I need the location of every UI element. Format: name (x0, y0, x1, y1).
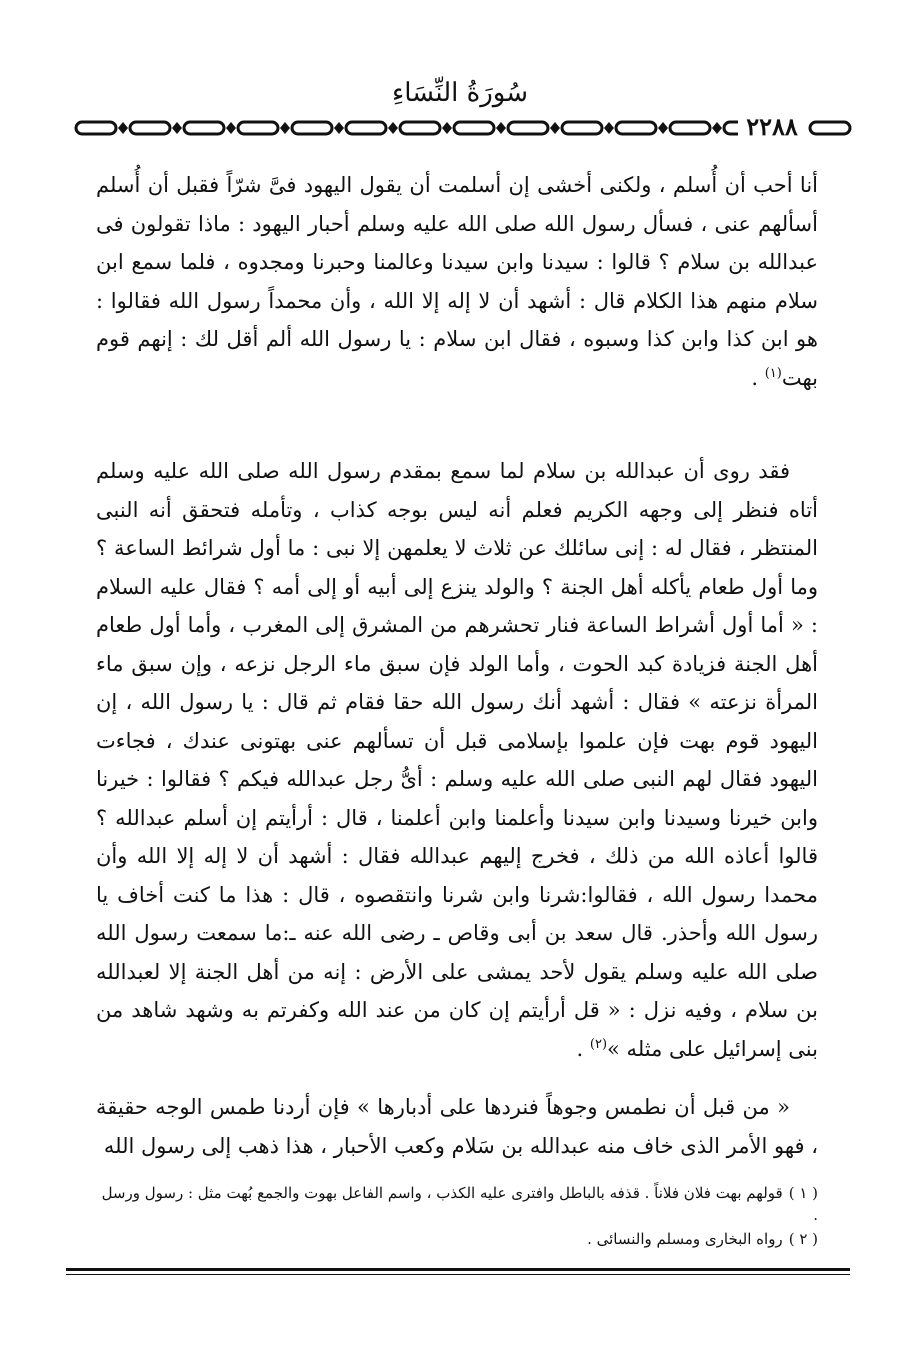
paragraph-1-text: أنا أحب أن أُسلم ، ولكنى أخشى إن أسلمت أن يقول اليهود فىَّ شرّاً فقبل أن أُسلم أسألهم عنى ، فسأل رسول الله صلى الله عليه وسلم أحبار اليهود : ماذا تقولون فى عبدالله بن سلام ؟ قالوا : سيدنا وابن سيدنا وعالمنا وحبرنا ومجدوه ، فلما سمع ابن سلام منهم هذا الكلام قال : أشهد أن لا إله إلا الله ، وأن محمداً رسول الله فقالوا : هو ابن كذا وابن كذا وسبوه ، فقال ابن سلام : يا رسول الله ألم أقل لك : إنهم قوم بهت (96, 173, 818, 390)
footnote-2-text: رواه البخارى ومسلم والنسائى . (587, 1230, 783, 1248)
ornamental-chain-border (74, 118, 786, 138)
footnotes (96, 1182, 818, 1252)
ornamental-chain-end (806, 118, 856, 138)
bottom-rule (66, 1268, 850, 1271)
surah-title: سُورَةُ النِّسَاءِ (392, 78, 528, 108)
paragraph-2-text: فقد روى أن عبدالله بن سلام لما سمع بمقدم رسول الله صلى الله عليه وسلم أتاه فنظر إلى وجهه الكريم فعلم أنه ليس بوجه كذاب ، وتأمله فتحقق أنه النبى المنتظر ، فقال له : إنى سائلك عن ثلاث لا يعلمهن إلا نبى : ما أول شرائط الساعة ؟ وما أول طعام يأكله أهل الجنة ؟ والولد ينزع إلى أبيه أو إلى أمه ؟ فقال عليه السلام : « أما أول أشراط الساعة فنار تحشرهم من المشرق إلى المغرب ، وأما أول طعام أهل الجنة فزيادة كبد الحوت ، وأما الولد فإن سبق ماء الرجل نزعه ، وإن سبق ماء المرأة نزعته » فقال : أشهد أنك رسول الله حقا فقام ثم قال : يا رسول الله ، إن اليهود قوم بهت فإن علموا بإسلامى قبل أن تسألهم عنى بهتونى عندك ، فجاءت اليهود فقال لهم النبى صلى الله عليه وسلم : أىُّ رجل عبدالله فيكم ؟ فقالوا : خيرنا وابن خيرنا وسيدنا وابن سيدنا وأعلمنا وابن أعلمنا ، قال : أرأيتم إن أسلم عبدالله ؟ قالوا أعاذه الله من ذلك ، فخرج إليهم عبدالله فقال : أشهد أن لا إله إلا الله وأن محمدا رسول الله ، فقالوا:شرنا وابن شرنا وانتقصوه ، قال : هذا ما كنت أخاف يا رسول الله وأحذر. قال سعد بن أبى وقاص ـ رضى الله عنه ـ:ما سمعت رسول الله صلى الله عليه وسلم يقول لأحد يمشى على الأرض : إنه من أهل الجنة إلا لعبدالله بن سلام ، وفيه نزل : « قل أرأيتم إن كان من عند الله وكفرتم به وشهد شاهد من بنى إسرائيل على مثله » (96, 459, 818, 1061)
footnote-2-number: ( ٢ ) (788, 1230, 818, 1248)
footnote-2 (96, 1228, 818, 1250)
footnote-1-number: ( ١ ) (788, 1184, 818, 1202)
paragraph-1: أنا أحب أن أُسلم ، ولكنى أخشى إن أسلمت أن يقول اليهود فىَّ شرّاً فقبل أن أُسلم أسألهم عنى ، فسأل رسول الله صلى الله عليه وسلم أحبار اليهود : ماذا تقولون فى عبدالله بن سلام ؟ قالوا : سيدنا وابن سيدنا وعالمنا وحبرنا ومجدوه ، فلما سمع ابن سلام منهم هذا الكلام قال : أشهد أن لا إله إلا الله ، وأن محمداً رسول الله فقالوا : هو ابن كذا وابن كذا وسبوه ، فقال ابن سلام : يا رسول الله ألم أقل لك : إنهم قوم بهت$^{(١)}$ . (96, 173, 818, 390)
paragraph-2: فقد روى أن عبدالله بن سلام لما سمع بمقدم رسول الله صلى الله عليه وسلم أتاه فنظر إلى وجهه الكريم فعلم أنه ليس بوجه كذاب ، وتأمله فتحقق أنه النبى المنتظر ، فقال له : إنى سائلك عن ثلاث لا يعلمهن إلا نبى : ما أول شرائط الساعة ؟ وما أول طعام يأكله أهل الجنة ؟ والولد ينزع إلى أبيه أو إلى أمه ؟ فقال عليه السلام : « أما أول أشراط الساعة فنار تحشرهم من المشرق إلى المغرب ، وأما أول طعام أهل الجنة فزيادة كبد الحوت ، وأما الولد فإن سبق ماء الرجل نزعه ، وإن سبق ماء المرأة نزعته » فقال : أشهد أنك رسول الله حقا فقام ثم قال : يا رسول الله ، إن اليهود قوم بهت فإن علموا بإسلامى قبل أن تسألهم عنى بهتونى عندك ، فجاءت اليهود فقال لهم النبى صلى الله عليه وسلم : أىُّ رجل عبدالله فيكم ؟ فقالوا : خيرنا وابن خيرنا وسيدنا وابن سيدنا وأعلمنا وابن أعلمنا ، قال : أرأيتم إن أسلم عبدالله ؟ قالوا أعاذه الله من ذلك ، فخرج إليهم عبدالله فقال : أشهد أن لا إله إلا الله وأن محمدا رسول الله ، فقالوا:شرنا وابن شرنا وانتقصوه ، قال : هذا ما كنت أخاف يا رسول الله وأحذر. قال سعد بن أبى وقاص ـ رضى الله عنه ـ:ما سمعت رسول الله صلى الله عليه وسلم يقول لأحد يمشى على الأرض : إنه من أهل الجنة إلا لعبدالله بن سلام ، وفيه نزل : « قل أرأيتم إن كان من عند الله وكفرتم به وشهد شاهد من بنى إسرائيل على مثله »$^{(٢)}$ . (96, 459, 818, 1061)
bottom-rule-thin (66, 1274, 850, 1275)
footnote-ref-2: (٢) (589, 1036, 608, 1052)
footnote-1 (96, 1182, 818, 1226)
paragraph-3-text: « من قبل أن نطمس وجوهاً فنردها على أدبارها » فإن أردنا طمس الوجه حقيقة ، فهو الأمر الذى خاف منه عبدالله بن سَلام وكعب الأحبار ، هذا ذهب إلى رسول الله (96, 1095, 818, 1158)
footnote-1-text: قولهم بهت فلان فلاناً . قذفه بالباطل وافترى عليه الكذب ، واسم الفاعل بهوت والجمع بُهت مثل : رسول ورسل . (101, 1184, 818, 1224)
page-number: ٢٢٨٨ (738, 113, 806, 141)
footnote-ref-1: (١) (764, 365, 782, 381)
paragraph-3 (96, 1088, 818, 1165)
